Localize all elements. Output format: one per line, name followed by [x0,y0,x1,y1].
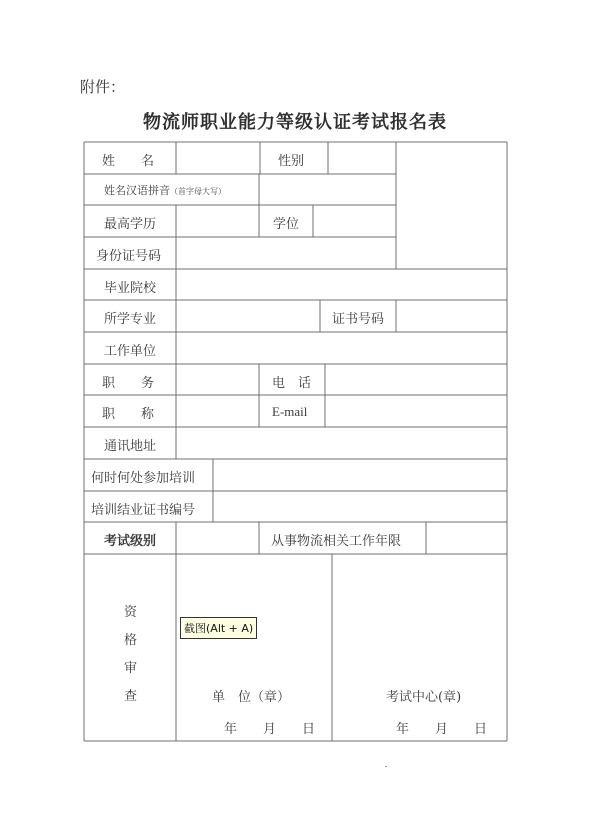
id-label: 身份证号码 [96,249,162,264]
scan-speck [385,766,387,767]
gender-label: 性别 [278,154,305,169]
employer-date-label: 年 月 日 [224,722,316,737]
name-label: 姓 名 [102,154,155,169]
attachment-label: 附件： [80,78,126,96]
title-field[interactable] [177,396,258,426]
employer-label: 工作单位 [104,344,157,359]
id-field[interactable] [177,238,395,268]
cert-no-field[interactable] [397,301,506,331]
email-label: E-mail [272,404,308,419]
screenshot-tooltip: 截图(Alt + A) [180,617,257,639]
exam-level-field[interactable] [177,523,258,553]
phone-field[interactable] [326,365,506,394]
title-label: 职 称 [102,407,155,422]
training-cert-field[interactable] [214,492,506,521]
pinyin-field[interactable] [260,175,395,204]
training-label: 何时何处参加培训 [91,471,196,486]
name-field[interactable] [177,143,259,173]
work-years-field[interactable] [427,523,506,553]
address-label: 通讯地址 [104,439,157,454]
pinyin-label: 姓名汉语拼音 [104,184,170,197]
major-field[interactable] [177,301,319,331]
gender-field[interactable] [329,143,395,173]
training-cert-label: 培训结业证书编号 [91,503,196,518]
review-char-2: 格 [124,633,138,648]
exam-level-label: 考试级别 [104,534,157,549]
exam-center-date-label: 年 月 日 [396,722,488,737]
address-field[interactable] [177,428,506,458]
degree-field[interactable] [314,206,395,236]
position-field[interactable] [177,365,258,394]
phone-label: 电 话 [272,376,312,391]
work-years-label: 从事物流相关工作年限 [271,534,402,549]
pinyin-label-wrap [104,182,226,198]
employer-field[interactable] [177,333,506,363]
review-char-3: 审 [124,661,138,676]
photo-area[interactable] [397,143,506,268]
pinyin-note: （首字母大写） [170,187,226,196]
cert-no-label: 证书号码 [332,312,385,327]
review-char-4: 查 [124,689,138,704]
email-field[interactable] [326,396,506,426]
employer-review-area[interactable] [177,555,331,740]
form-title: 物流师职业能力等级认证考试报名表 [143,112,447,133]
employer-stamp-label: 单 位（章） [212,690,291,705]
school-label: 毕业院校 [104,281,157,296]
review-char-1: 资 [124,605,138,620]
training-field[interactable] [214,460,506,490]
exam-center-stamp-label: 考试中心(章) [386,690,462,705]
education-field[interactable] [177,206,258,236]
major-label: 所学专业 [104,312,157,327]
exam-center-review-area[interactable] [333,555,506,740]
position-label: 职 务 [102,376,155,391]
education-label: 最高学历 [104,217,157,232]
school-field[interactable] [177,270,506,299]
degree-label: 学位 [273,217,300,232]
